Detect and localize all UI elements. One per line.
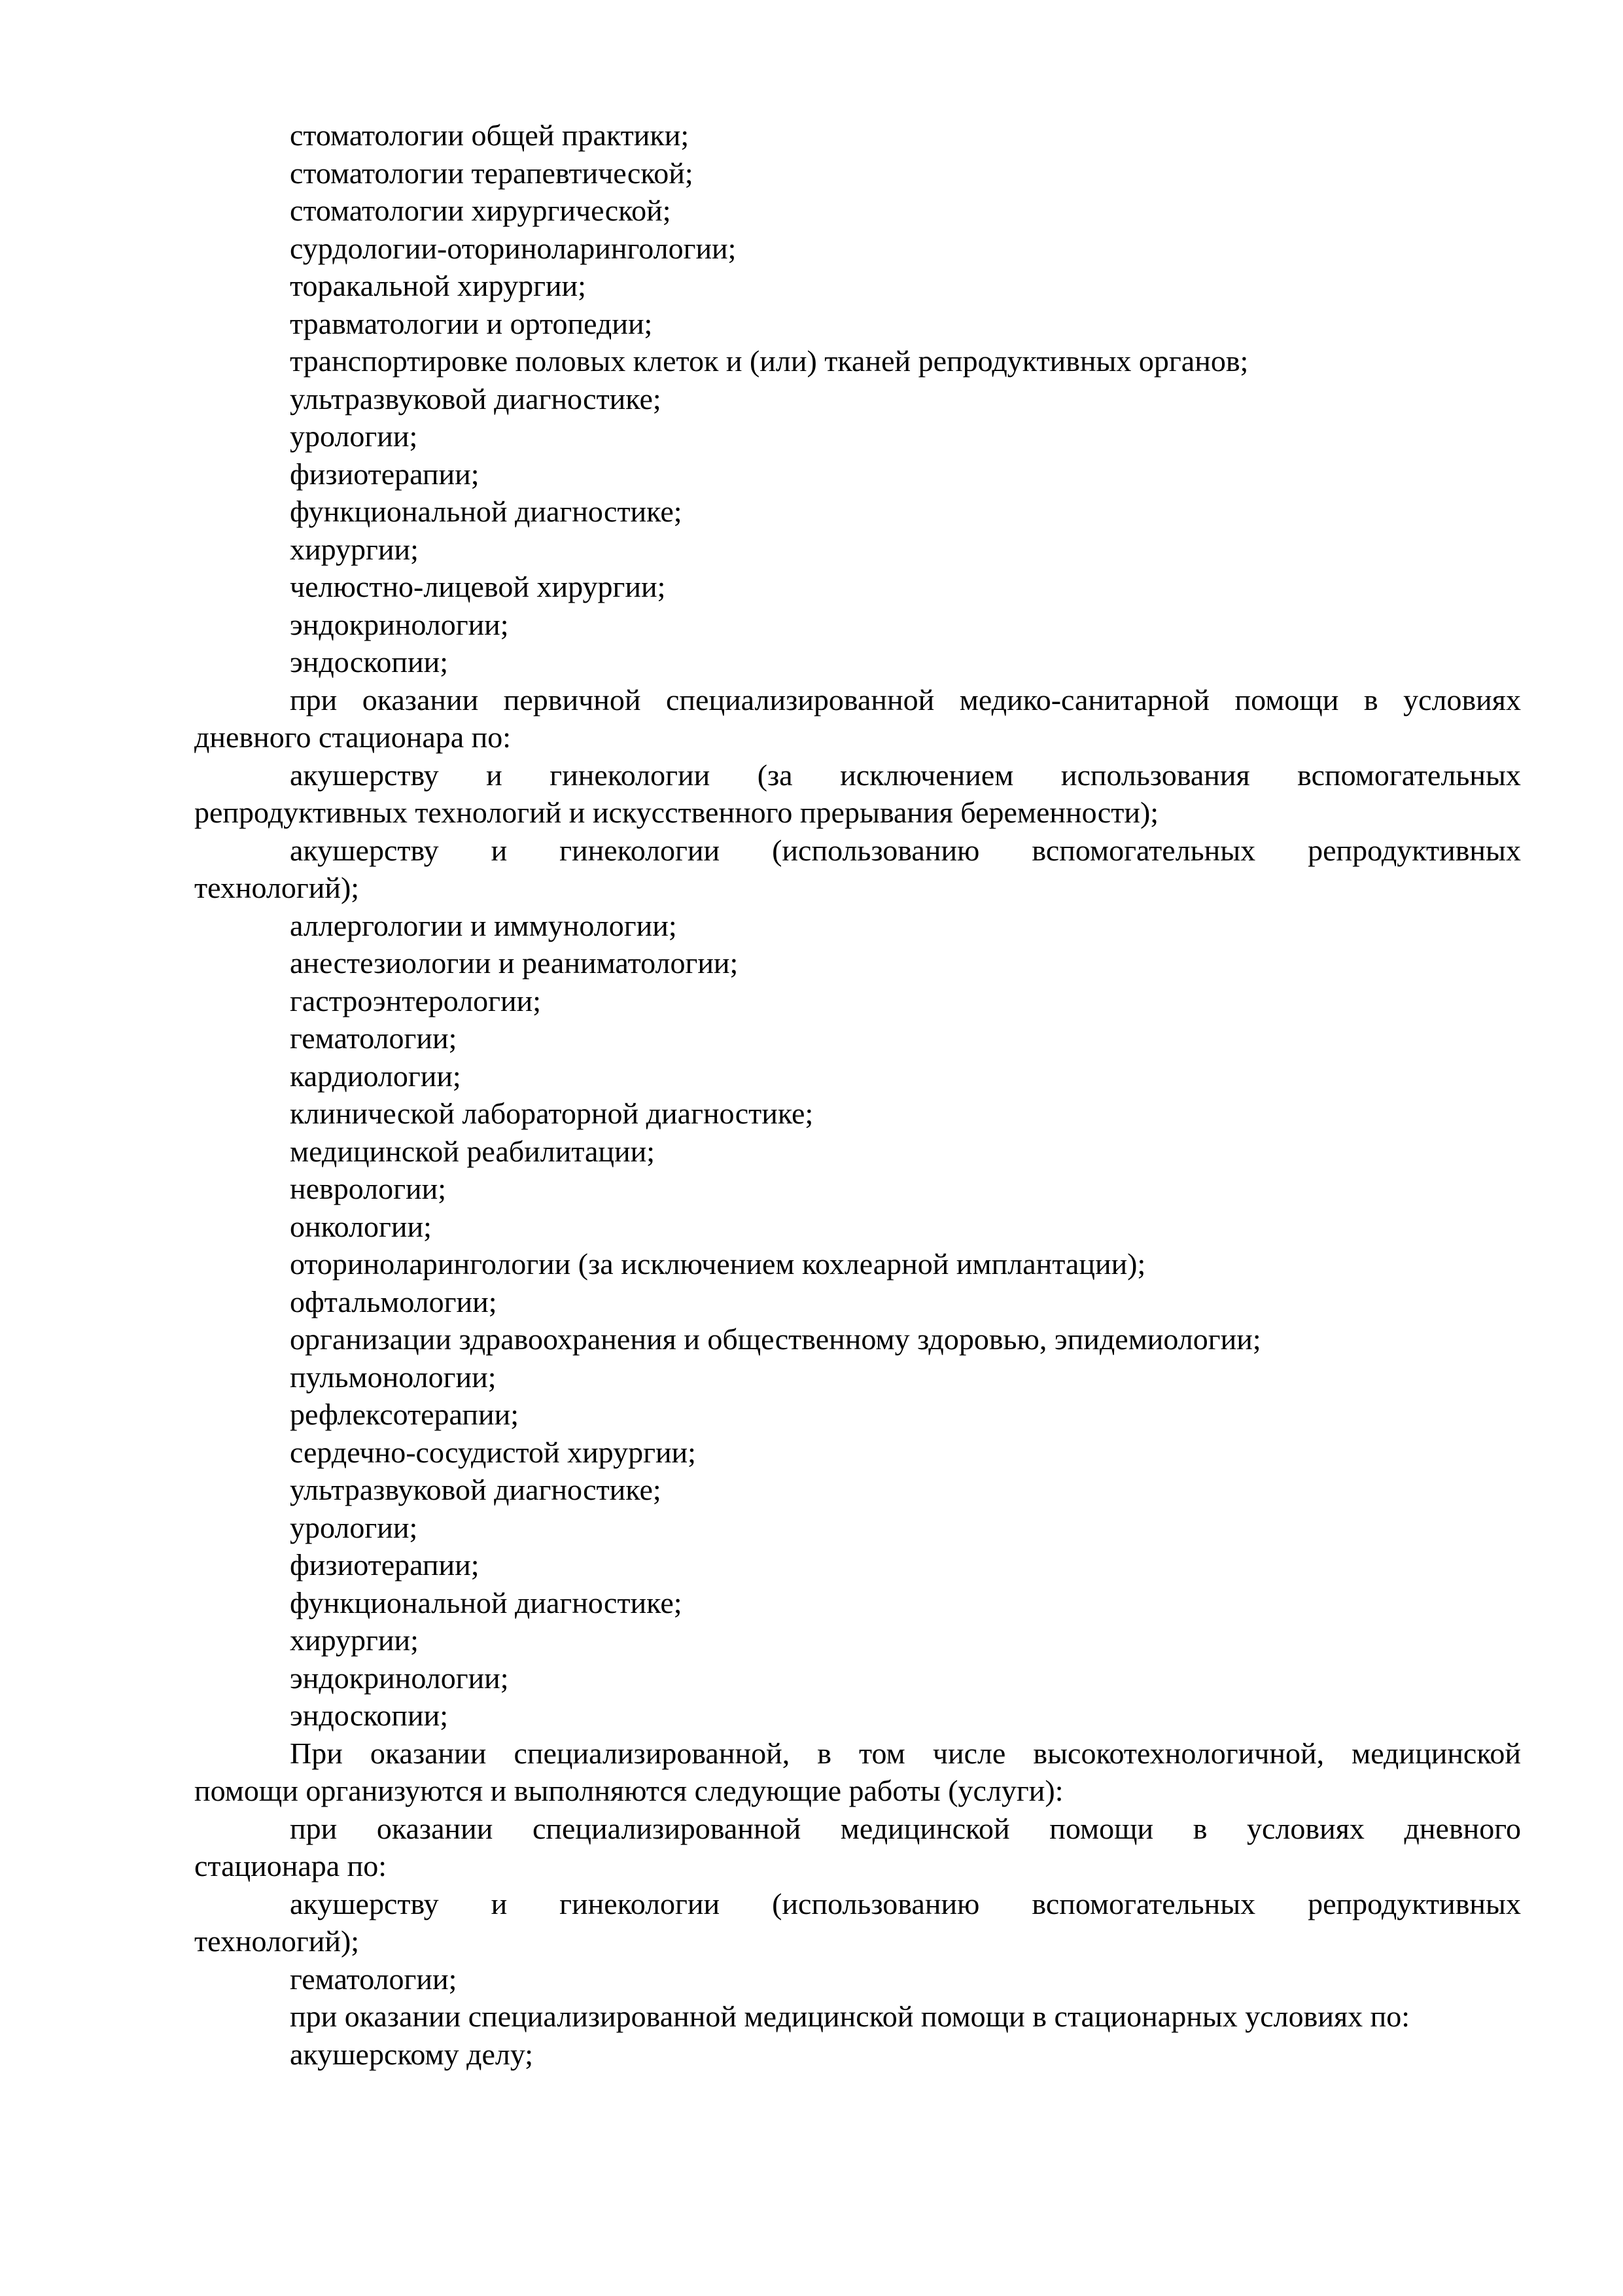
text-line: рефлексотерапии; xyxy=(290,1398,519,1431)
text-line: при оказании специализированной медицинской помощи в стационарных условиях по: xyxy=(290,2000,1410,2033)
text-line: эндокринологии; xyxy=(290,607,509,641)
text-word: первичной xyxy=(503,682,641,716)
text-line: хирургии; xyxy=(290,1623,419,1657)
text-line xyxy=(194,1810,1521,1848)
text-word: дневного xyxy=(1404,1811,1521,1845)
text-word: помощи xyxy=(1049,1811,1154,1845)
text-line xyxy=(194,681,1521,719)
text-word: специализированной xyxy=(532,1811,801,1845)
text-line: организации здравоохранения и общественному здоровью, эпидемиологии; xyxy=(290,1322,1261,1356)
text-line: помощи организуются и выполняются следующие работы (услуги): xyxy=(194,1774,1064,1807)
text-word: в xyxy=(1193,1811,1208,1845)
text-line xyxy=(194,1885,1521,1923)
text-line xyxy=(194,1735,1521,1773)
text-word: числе xyxy=(932,1736,1006,1770)
text-line: неврологии; xyxy=(290,1172,446,1205)
text-line: гастроэнтерологии; xyxy=(290,983,542,1017)
text-line xyxy=(194,756,1521,794)
text-word: гинекологии xyxy=(550,758,710,792)
text-word: вспомогательных xyxy=(1032,833,1256,867)
text-line: технологий); xyxy=(194,871,360,904)
text-line: стоматологии общей практики; xyxy=(290,118,689,152)
text-line: урологии; xyxy=(290,1510,418,1544)
text-word: и xyxy=(491,833,508,867)
text-word: вспомогательных xyxy=(1297,758,1521,792)
text-line: онкологии; xyxy=(290,1209,432,1243)
text-line: пульмонологии; xyxy=(290,1360,497,1394)
text-word: в xyxy=(817,1736,831,1770)
text-word: условиях xyxy=(1247,1811,1365,1845)
text-word: акушерству xyxy=(290,1886,439,1920)
text-word: оказании xyxy=(362,682,479,716)
text-word: при xyxy=(290,1811,338,1845)
text-line xyxy=(194,832,1521,870)
text-word: и xyxy=(491,1886,508,1920)
text-word: том xyxy=(859,1736,905,1770)
text-line: оториноларингологии (за исключением кохлеарной имплантации); xyxy=(290,1247,1146,1280)
text-word: вспомогательных xyxy=(1032,1886,1256,1920)
text-word: и xyxy=(486,758,502,792)
text-line: аллергологии и иммунологии; xyxy=(290,908,677,942)
text-word: оказании xyxy=(376,1811,493,1845)
text-line: гематологии; xyxy=(290,1962,457,1996)
text-line: челюстно-лицевой хирургии; xyxy=(290,570,666,603)
text-line: урологии; xyxy=(290,419,418,453)
text-line: травматологии и ортопедии; xyxy=(290,306,653,340)
text-word: исключением xyxy=(840,758,1014,792)
text-word: медицинской xyxy=(1352,1736,1521,1770)
text-word: при xyxy=(290,682,338,716)
text-line: репродуктивных технологий и искусственного прерывания беременности); xyxy=(194,796,1159,829)
text-line: стоматологии терапевтической; xyxy=(290,156,693,190)
text-word: помощи xyxy=(1234,682,1339,716)
text-line: офтальмологии; xyxy=(290,1284,497,1318)
text-line: ультразвуковой диагностике; xyxy=(290,1473,661,1506)
text-word: (за xyxy=(757,758,793,792)
text-line: транспортировке половых клеток и (или) тканей репродуктивных органов; xyxy=(290,344,1249,378)
text-line: медицинской реабилитации; xyxy=(290,1134,655,1168)
text-word: медицинской xyxy=(840,1811,1010,1845)
text-word: акушерству xyxy=(290,833,439,867)
text-word: акушерству xyxy=(290,758,439,792)
text-line: акушерскому делу; xyxy=(290,2037,534,2071)
text-word: репродуктивных xyxy=(1308,1886,1521,1920)
text-line: технологий); xyxy=(194,1924,360,1958)
text-line: эндоскопии; xyxy=(290,645,448,679)
text-word: использования xyxy=(1060,758,1250,792)
text-word: специализированной xyxy=(666,682,935,716)
text-word: репродуктивных xyxy=(1308,833,1521,867)
text-line: физиотерапии; xyxy=(290,457,480,491)
text-line: сурдологии-оториноларингологии; xyxy=(290,231,737,265)
text-word: в xyxy=(1363,682,1378,716)
text-word: специализированной, xyxy=(514,1736,790,1770)
document-text xyxy=(194,116,1521,2073)
text-line: функциональной диагностике; xyxy=(290,495,682,528)
text-word: условиях xyxy=(1403,682,1521,716)
text-word: оказании xyxy=(370,1736,487,1770)
text-line: эндоскопии; xyxy=(290,1699,448,1732)
text-line: кардиологии; xyxy=(290,1059,461,1093)
text-line: сердечно-сосудистой хирургии; xyxy=(290,1435,696,1469)
text-line: стационара по: xyxy=(194,1849,387,1882)
text-word: гинекологии xyxy=(559,1886,720,1920)
text-line: торакальной хирургии; xyxy=(290,269,586,302)
text-line: эндокринологии; xyxy=(290,1661,509,1695)
text-word: (использованию xyxy=(772,833,980,867)
text-line: ультразвуковой диагностике; xyxy=(290,381,661,415)
text-word: медико-санитарной xyxy=(959,682,1210,716)
text-line: клинической лабораторной диагностике; xyxy=(290,1097,814,1130)
text-word: (использованию xyxy=(772,1886,980,1920)
text-line: анестезиологии и реаниматологии; xyxy=(290,946,739,980)
text-line: физиотерапии; xyxy=(290,1548,480,1581)
text-word: При xyxy=(290,1736,343,1770)
text-line: дневного стационара по: xyxy=(194,720,512,754)
text-word: гинекологии xyxy=(559,833,720,867)
text-line: функциональной диагностике; xyxy=(290,1585,682,1619)
text-line: гематологии; xyxy=(290,1021,457,1055)
text-line: хирургии; xyxy=(290,532,419,566)
text-word: высокотехнологичной, xyxy=(1033,1736,1325,1770)
text-line: стоматологии хирургической; xyxy=(290,194,671,227)
